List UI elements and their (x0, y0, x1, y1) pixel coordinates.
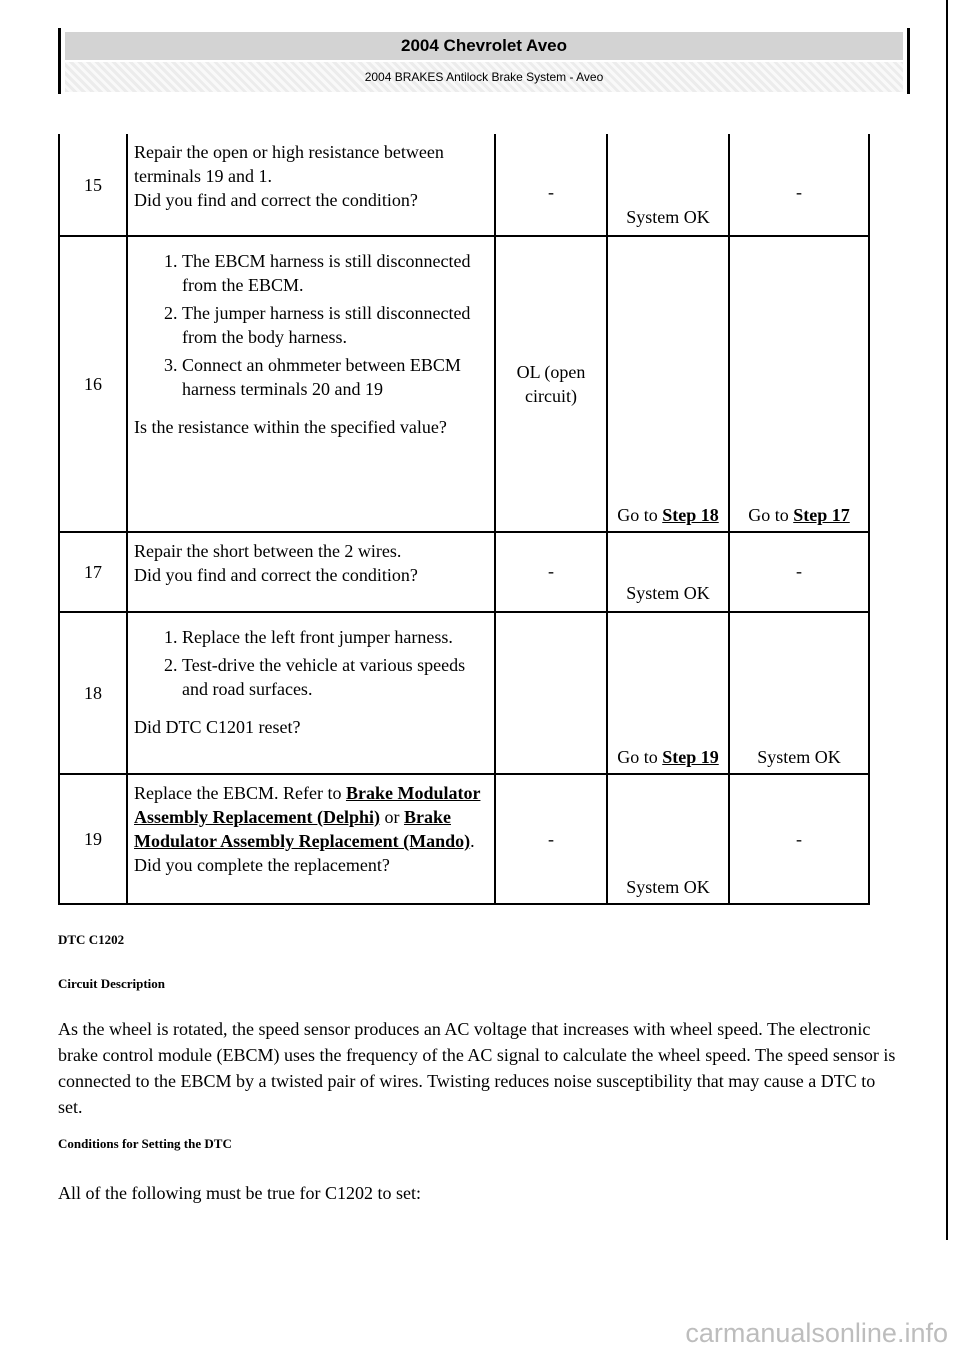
substep: 1. Replace the left front jumper harness. (182, 625, 490, 649)
footer-watermark: carmanualsonline.info (685, 1318, 948, 1348)
step-action (127, 236, 495, 532)
yes-text: System OK (626, 583, 710, 603)
step-value (495, 612, 607, 774)
step-question: Did you complete the replacement? (134, 855, 390, 875)
step-yes (607, 612, 729, 774)
header-title: 2004 Chevrolet Aveo (65, 32, 903, 60)
step-yes (607, 236, 729, 532)
diagnostic-steps-table (58, 134, 870, 905)
action-line: Did you find and correct the condition? (134, 190, 418, 210)
step-no: - (729, 532, 869, 612)
go-to-step-19-link[interactable]: Step 19 (662, 747, 719, 767)
table-row (59, 532, 869, 612)
no-text: System OK (757, 747, 841, 767)
section-heading-dtc: DTC C1202 (58, 932, 125, 947)
page-edge (946, 0, 948, 1240)
step-instruction (134, 781, 490, 853)
table-row (59, 134, 869, 236)
yes-text: System OK (626, 877, 710, 897)
step-number: 17 (59, 532, 127, 612)
table-row (59, 774, 869, 904)
step-yes (607, 774, 729, 904)
substep-list (134, 625, 490, 701)
step-number: 16 (59, 236, 127, 532)
step-action (127, 612, 495, 774)
substep-list (134, 249, 490, 401)
step-action (127, 532, 495, 612)
substep: 3. Connect an ohmmeter between EBCM harness terminals 20 and 19 (182, 353, 490, 401)
go-to-step-17-link[interactable]: Step 17 (793, 505, 850, 525)
brake-modulator-delphi-link[interactable]: Brake Modulator Assembly Replacement (Delphi) (134, 783, 481, 827)
table-row (59, 612, 869, 774)
table-row (59, 236, 869, 532)
step-no (729, 236, 869, 532)
substep: 2. The jumper harness is still disconnected from the body harness. (182, 301, 490, 349)
action-line: Repair the open or high resistance between terminals 19 and 1. (134, 142, 444, 186)
no-prefix: Go to (748, 505, 789, 525)
step-value: OL (open circuit) (495, 236, 607, 532)
step-number: 15 (59, 134, 127, 236)
step-yes (607, 532, 729, 612)
header-subtitle: 2004 BRAKES Antilock Brake System - Aveo (65, 62, 903, 92)
substep: 2. Test-drive the vehicle at various speeds and road surfaces. (182, 653, 490, 701)
instruction-text: Replace the EBCM. Refer to (134, 783, 342, 803)
step-value: - (495, 532, 607, 612)
step-action (127, 774, 495, 904)
step-yes (607, 134, 729, 236)
action-line: Did you find and correct the condition? (134, 565, 418, 585)
step-value: - (495, 774, 607, 904)
step-question: Is the resistance within the specified value? (134, 417, 447, 437)
yes-prefix: Go to (617, 505, 658, 525)
instruction-text: . (470, 831, 475, 851)
step-action (127, 134, 495, 236)
step-no (729, 612, 869, 774)
page-header (58, 28, 910, 94)
conditions-paragraph: All of the following must be true for C1202 to set: (58, 1183, 421, 1203)
instruction-text: or (384, 807, 400, 827)
substep: 1. The EBCM harness is still disconnected from the EBCM. (182, 249, 490, 297)
action-line: Repair the short between the 2 wires. (134, 541, 402, 561)
circuit-description-paragraph: As the wheel is rotated, the speed sensor produces an AC voltage that increases with wheel speed. The electronic brake control module (EBCM) uses the frequency of the AC signal to calculate the wheel speed. The speed sensor is connected to the EBCM by a twisted pair of wires. Twisting reduces noise susceptibility that may cause a DTC to set. (58, 1019, 896, 1117)
step-question: Did DTC C1201 reset? (134, 717, 301, 737)
brake-modulator-mando-link[interactable]: Brake Modulator Assembly Replacement (Mando) (134, 807, 471, 851)
yes-text: System OK (626, 207, 710, 227)
step-value: - (495, 134, 607, 236)
go-to-step-18-link[interactable]: Step 18 (662, 505, 719, 525)
yes-prefix: Go to (617, 747, 658, 767)
section-heading-circuit: Circuit Description (58, 976, 165, 991)
step-no: - (729, 134, 869, 236)
step-number: 18 (59, 612, 127, 774)
step-no: - (729, 774, 869, 904)
section-heading-conditions: Conditions for Setting the DTC (58, 1136, 232, 1151)
step-number: 19 (59, 774, 127, 904)
